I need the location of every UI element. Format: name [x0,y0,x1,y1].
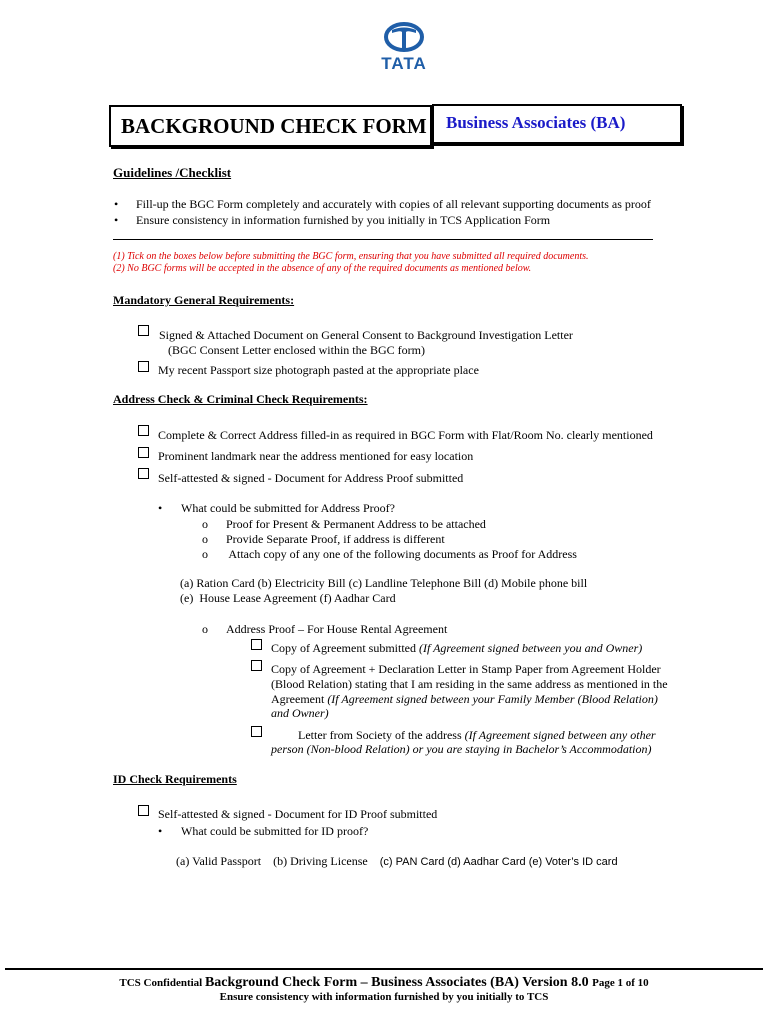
address-heading: Address Check & Criminal Check Requirements: [113,392,368,406]
rental-item-3-line2: person (Non-blood Relation) or you are staying in Bachelor’s Accommodation) [271,742,652,756]
rental-item-2-line4: and Owner) [271,706,329,720]
tata-emblem-icon [383,22,425,52]
rental-item-2-line3: Agreement (If Agreement signed between your Family Member (Blood Relation) [271,692,658,706]
ba-title-box [432,104,682,144]
address-subitem: Provide Separate Proof, if address is different [226,532,445,546]
circle-bullet-icon: o [202,517,208,531]
society-letter-checkbox[interactable] [251,726,262,737]
circle-bullet-icon: o [202,547,208,561]
circle-bullet-icon: o [202,532,208,546]
photo-item: My recent Passport size photograph pasted at the appropriate place [158,363,479,377]
footer-rule [5,968,763,970]
divider [113,239,653,240]
id-docs: (a) Valid Passport (b) Driving License (c) PAN Card (d) Aadhar Card (e) Voter’s ID card [176,854,618,868]
landmark-checkbox[interactable] [138,447,149,458]
note-2: (2) No BGC forms will be accepted in the absence of any of the required documents as mentioned below. [113,263,532,274]
guidelines-heading: Guidelines /Checklist [113,165,232,180]
id-question: What could be submitted for ID proof? [181,824,369,838]
bullet-icon: • [158,501,163,515]
guideline-item: Fill-up the BGC Form completely and accurately with copies of all relevant supporting documents as proof [136,197,651,211]
rental-item-3: Letter from Society of the address (If Agreement signed between any other [298,728,656,742]
footer-line2: Ensure consistency with information furnished by you initially to TCS [219,991,549,1003]
consent-checkbox[interactable] [138,325,149,336]
id-item: Self-attested & signed - Document for ID Proof submitted [158,807,438,821]
logo-wordmark: TATA [381,54,427,73]
ba-subtitle: Business Associates (BA) [446,113,626,132]
form-title: BACKGROUND CHECK FORM [121,114,427,138]
consent-item: Signed & Attached Document on General Consent to Background Investigation Letter [159,328,573,342]
declaration-checkbox[interactable] [251,660,262,671]
address-docs-line1: (a) Ration Card (b) Electricity Bill (c) Landline Telephone Bill (d) Mobile phone bill [180,576,588,590]
address-docs-line2: (e) House Lease Agreement (f) Aadhar Card [180,591,396,605]
guideline-item: Ensure consistency in information furnished by you initially in TCS Application Form [136,213,551,227]
note-1: (1) Tick on the boxes below before submitting the BGC form, ensuring that you have submitted all required documents. [113,251,589,262]
address-question: What could be submitted for Address Proof? [181,501,395,515]
bullet-icon: • [158,824,163,838]
mandatory-heading: Mandatory General Requirements: [113,293,295,307]
rental-heading: Address Proof – For House Rental Agreement [226,622,448,636]
address-proof-item: Self-attested & signed - Document for Address Proof submitted [158,471,464,485]
consent-subitem: (BGC Consent Letter enclosed within the BGC form) [168,343,425,357]
rental-agreement-checkbox[interactable] [251,639,262,650]
form-title-box [109,105,432,147]
address-checkbox[interactable] [138,425,149,436]
footer-line1: TCS Confidential Background Check Form – Business Associates (BA) Version 8.0 Page 1 of 10 [119,975,649,990]
address-subitem: Attach copy of any one of the following documents as Proof for Address [226,547,577,561]
address-subitem: Proof for Present & Permanent Address to be attached [226,517,486,531]
landmark-item: Prominent landmark near the address mentioned for easy location [158,449,474,463]
rental-item-1: Copy of Agreement submitted (If Agreement signed between you and Owner) [271,641,643,655]
address-proof-checkbox[interactable] [138,468,149,479]
bullet-icon: • [114,213,119,227]
rental-item-2: Copy of Agreement + Declaration Letter in Stamp Paper from Agreement Holder [271,662,661,676]
tata-logo [376,22,432,72]
bullet-icon: • [114,197,119,211]
id-heading: ID Check Requirements [113,772,237,786]
rental-item-2-line2: (Blood Relation) stating that I am residing in the same address as mentioned in the [271,677,668,691]
photo-checkbox[interactable] [138,361,149,372]
circle-bullet-icon: o [202,622,208,636]
id-proof-checkbox[interactable] [138,805,149,816]
address-item: Complete & Correct Address filled-in as required in BGC Form with Flat/Room No. clearly mentioned [158,428,653,442]
